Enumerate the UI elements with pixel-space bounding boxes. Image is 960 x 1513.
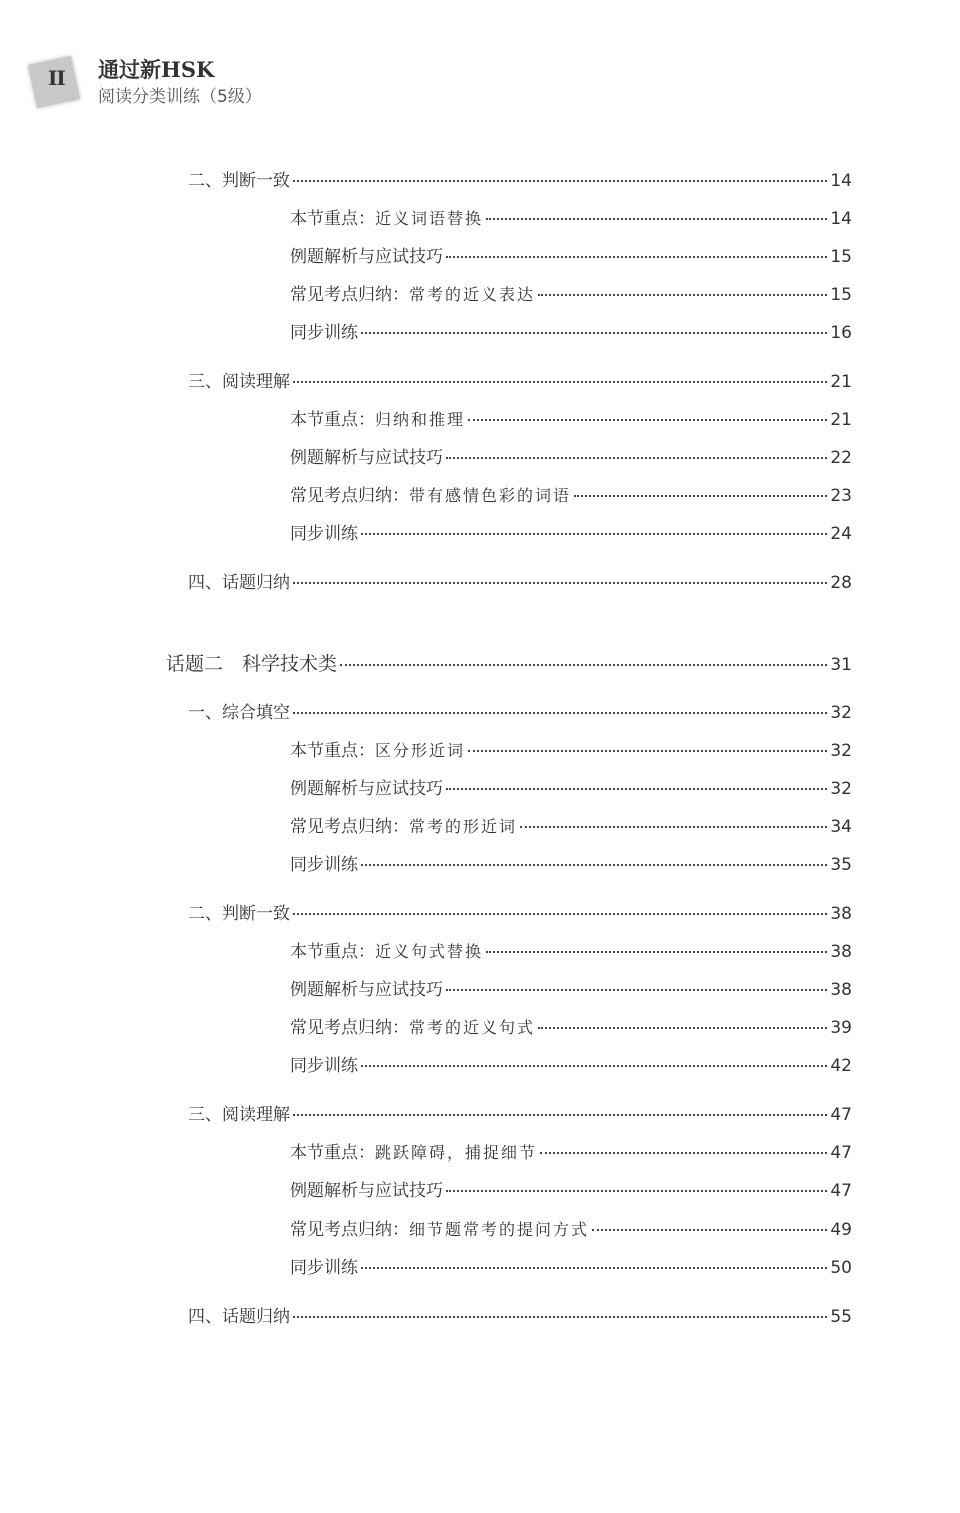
- toc-entry-section[interactable]: [188, 568, 852, 594]
- toc-entry-subtitle: 常考的近义表达: [409, 285, 536, 304]
- toc-page-number: 24: [830, 524, 852, 544]
- toc-page-number: 23: [830, 486, 852, 506]
- toc-entry-title: 常见考点归纳：: [290, 1018, 409, 1038]
- toc-entry-label: [188, 166, 290, 191]
- toc-page-number: 21: [830, 372, 852, 392]
- toc-entry-label: [188, 1302, 290, 1327]
- toc-entry-label: [290, 1253, 358, 1278]
- toc-entry-item[interactable]: [290, 975, 852, 1001]
- toc-page-number: 47: [830, 1181, 852, 1201]
- book-title: 通过新HSK: [98, 57, 215, 82]
- toc-page-number: 16: [830, 323, 852, 343]
- toc-entry-item[interactable]: [290, 405, 852, 431]
- dot-leader: [592, 1229, 827, 1231]
- toc-entry-label: [290, 1051, 358, 1076]
- toc-entry-section[interactable]: [188, 1302, 852, 1328]
- dot-leader: [520, 826, 827, 828]
- toc-entry-label: [290, 1215, 589, 1240]
- toc-entry-title: 本节重点：: [290, 1143, 375, 1163]
- toc-entry-label: [188, 899, 290, 924]
- dot-leader: [574, 495, 827, 497]
- toc-entry-item[interactable]: [290, 1013, 852, 1039]
- toc-page-number: 35: [830, 855, 852, 875]
- toc-entry-label: [188, 367, 290, 392]
- toc-entry-item[interactable]: [290, 1051, 852, 1077]
- dot-leader: [361, 1267, 827, 1269]
- dot-leader: [361, 1065, 827, 1067]
- dot-leader: [293, 180, 827, 182]
- toc-entry-title: 四、话题归纳: [188, 1307, 290, 1327]
- toc-page-number: 39: [830, 1018, 852, 1038]
- toc-entry-item[interactable]: [290, 1138, 852, 1164]
- toc-entry-item[interactable]: [290, 850, 852, 876]
- toc-entry-title: 二、判断一致: [188, 171, 290, 191]
- toc-entry-title: 本节重点：: [290, 942, 375, 962]
- toc-entry-title: 同步训练: [290, 1258, 358, 1278]
- toc-entry-label: [290, 204, 483, 229]
- toc-entry-label: [290, 1013, 535, 1038]
- toc-entry-title: 本节重点：: [290, 410, 375, 430]
- toc-page-number: 38: [830, 942, 852, 962]
- toc-page-number: 49: [830, 1220, 852, 1240]
- book-subtitle: 阅读分类训练（5级）: [98, 87, 262, 107]
- toc-entry-title: 常见考点归纳：: [290, 817, 409, 837]
- toc-entry-subtitle: 带有感情色彩的词语: [409, 486, 572, 505]
- toc-entry-label: [290, 937, 483, 962]
- toc-page-number: 32: [830, 779, 852, 799]
- toc-entry-title: 二、判断一致: [188, 904, 290, 924]
- toc-entry-title: 例题解析与应试技巧: [290, 980, 443, 1000]
- dot-leader: [446, 457, 827, 459]
- toc-page-number: 32: [830, 741, 852, 761]
- toc-entry-title: 同步训练: [290, 323, 358, 343]
- toc-page-number: 47: [830, 1105, 852, 1125]
- dot-leader: [446, 989, 827, 991]
- dot-leader: [293, 913, 827, 915]
- toc-page-number: 15: [830, 285, 852, 305]
- toc-entry-item[interactable]: [290, 1253, 852, 1279]
- toc-entry-section[interactable]: [188, 367, 852, 393]
- toc-entry-label: [188, 698, 290, 723]
- dot-leader: [340, 664, 827, 666]
- dot-leader: [538, 294, 827, 296]
- toc-entry-title: 同步训练: [290, 1056, 358, 1076]
- toc-entry-label: [290, 1138, 537, 1163]
- toc-page-number: 50: [830, 1258, 852, 1278]
- toc-page-number: 21: [830, 410, 852, 430]
- toc-entry-label: [290, 812, 517, 837]
- toc-entry-item[interactable]: [290, 1176, 852, 1202]
- toc-page-number: 14: [830, 209, 852, 229]
- toc-entry-label: [290, 774, 443, 799]
- toc-entry-title: 一、综合填空: [188, 703, 290, 723]
- dot-leader: [468, 750, 827, 752]
- toc-entry-item[interactable]: [290, 519, 852, 545]
- toc-entry-section[interactable]: [188, 166, 852, 192]
- toc-entry-item[interactable]: [290, 242, 852, 268]
- toc-entry-title: 同步训练: [290, 524, 358, 544]
- toc-entry-label: [290, 318, 358, 343]
- toc-entry-title: 四、话题归纳: [188, 573, 290, 593]
- toc-entry-label: [290, 736, 465, 761]
- toc-entry-item[interactable]: [290, 204, 852, 230]
- toc-entry-item[interactable]: [290, 774, 852, 800]
- toc-entry-item[interactable]: [290, 280, 852, 306]
- toc-entry-label: [290, 850, 358, 875]
- toc-page-number: 42: [830, 1056, 852, 1076]
- dot-leader: [538, 1027, 827, 1029]
- dot-leader: [468, 419, 827, 421]
- toc-entry-subtitle: 常考的近义句式: [409, 1018, 536, 1037]
- toc-entry-subtitle: 跳跃障碍，捕捉细节: [375, 1143, 538, 1162]
- dot-leader: [540, 1152, 827, 1154]
- toc-entry-subtitle: 近义句式替换: [375, 942, 484, 961]
- toc-entry-label: [188, 568, 290, 593]
- toc-entry-label: [290, 280, 535, 305]
- toc-entry-subtitle: 常考的形近词: [409, 817, 518, 836]
- toc-entry-section[interactable]: [188, 698, 852, 724]
- toc-entry-title: 例题解析与应试技巧: [290, 247, 443, 267]
- toc-entry-item[interactable]: [290, 736, 852, 762]
- toc-entry-title: 三、阅读理解: [188, 1105, 290, 1125]
- toc-entry-label: [290, 1176, 443, 1201]
- toc-entry-title: 常见考点归纳：: [290, 1220, 409, 1240]
- toc-entry-item[interactable]: [290, 443, 852, 469]
- toc-entry-section[interactable]: [188, 899, 852, 925]
- toc-page-number: 15: [830, 247, 852, 267]
- toc-entry-label: [290, 443, 443, 468]
- toc-entry-label: [166, 649, 337, 676]
- toc-entry-title: 本节重点：: [290, 741, 375, 761]
- toc-entry-item[interactable]: [290, 318, 852, 344]
- toc-page-number: 32: [830, 703, 852, 723]
- toc-entry-item[interactable]: [290, 937, 852, 963]
- toc-page-number: 28: [830, 573, 852, 593]
- toc-entry-title: 三、阅读理解: [188, 372, 290, 392]
- page-numeral: II: [48, 66, 65, 90]
- toc-entry-title: 常见考点归纳：: [290, 285, 409, 305]
- toc-entry-title: 例题解析与应试技巧: [290, 448, 443, 468]
- toc-entry-item[interactable]: [290, 1215, 852, 1241]
- dot-leader: [293, 1114, 827, 1116]
- toc-entry-label: [290, 242, 443, 267]
- toc-entry-subtitle: 细节题常考的提问方式: [409, 1220, 590, 1239]
- dot-leader: [486, 218, 827, 220]
- dot-leader: [486, 951, 827, 953]
- toc-entry-title: 常见考点归纳：: [290, 486, 409, 506]
- dot-leader: [446, 1190, 827, 1192]
- toc-entry-label: [290, 975, 443, 1000]
- toc-entry-title: 本节重点：: [290, 209, 375, 229]
- toc-entry-title: 同步训练: [290, 855, 358, 875]
- toc-entry-title: 例题解析与应试技巧: [290, 779, 443, 799]
- toc-entry-label: [290, 519, 358, 544]
- toc-entry-label: [188, 1100, 290, 1125]
- toc-page-number: 31: [830, 655, 852, 675]
- toc-page-number: 38: [830, 904, 852, 924]
- toc-entry-item[interactable]: [290, 481, 852, 507]
- dot-leader: [293, 582, 827, 584]
- toc-entry-subtitle: 区分形近词: [375, 741, 466, 760]
- dot-leader: [293, 712, 827, 714]
- toc-page-number: 47: [830, 1143, 852, 1163]
- toc-entry-label: [290, 405, 465, 430]
- dot-leader: [361, 332, 827, 334]
- toc-entry-topic[interactable]: [166, 649, 852, 675]
- toc-entry-subtitle: 归纳和推理: [375, 410, 466, 429]
- toc-page-number: 55: [830, 1307, 852, 1327]
- toc-entry-label: [290, 481, 571, 506]
- dot-leader: [361, 864, 827, 866]
- toc-page-number: 34: [830, 817, 852, 837]
- toc-page-number: 22: [830, 448, 852, 468]
- toc-entry-title: 话题二 科学技术类: [166, 653, 338, 675]
- dot-leader: [293, 1316, 827, 1318]
- dot-leader: [361, 533, 827, 535]
- toc-entry-subtitle: 近义词语替换: [375, 209, 484, 228]
- dot-leader: [446, 256, 827, 258]
- toc-entry-item[interactable]: [290, 812, 852, 838]
- dot-leader: [446, 788, 827, 790]
- toc-entry-title: 例题解析与应试技巧: [290, 1181, 443, 1201]
- toc-page-number: 38: [830, 980, 852, 1000]
- dot-leader: [293, 381, 827, 383]
- toc-page-number: 14: [830, 171, 852, 191]
- toc-entry-section[interactable]: [188, 1100, 852, 1126]
